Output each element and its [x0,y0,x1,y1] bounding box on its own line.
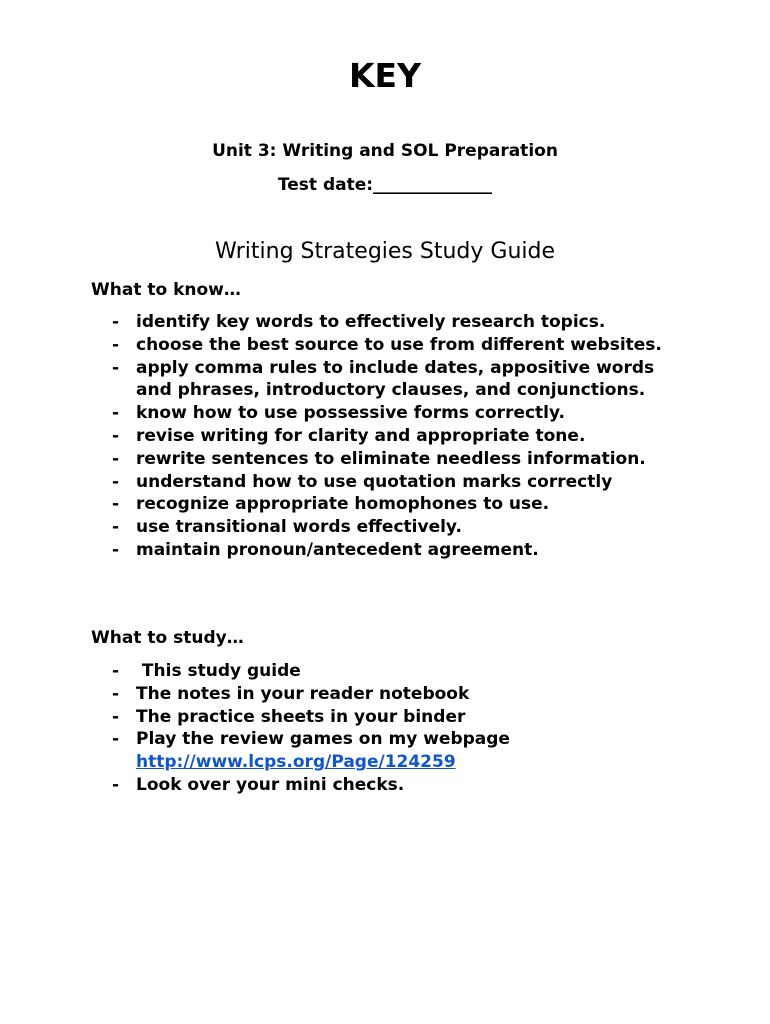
what-to-study-list [112,660,692,797]
dash-bullet: - [112,448,120,469]
dash-bullet: - [112,471,120,492]
list-item [112,334,692,357]
list-item [112,516,692,539]
list-item-text: choose the best source to use from different websites. [136,334,662,355]
list-item [112,660,692,683]
list-item [112,774,692,797]
list-item [112,683,692,706]
list-item [112,493,692,516]
list-item [112,311,692,334]
dash-bullet: - [112,403,120,424]
list-item [112,539,692,562]
list-item-text: revise writing for clarity and appropriate tone. [136,425,586,446]
dash-bullet: - [112,539,120,560]
dash-bullet: - [112,683,120,704]
list-item-text: The practice sheets in your binder [136,706,466,727]
dash-bullet: - [112,357,120,378]
what-to-study-heading: What to study… [91,628,244,648]
unit-title: Unit 3: Writing and SOL Preparation [212,141,558,161]
list-item-text: know how to use possessive forms correctly. [136,403,565,424]
dash-bullet: - [112,517,120,538]
dash-bullet: - [112,706,120,727]
list-item-text: use transitional words effectively. [136,517,462,538]
list-item-text: This study guide [136,661,301,681]
what-to-know-list [112,311,692,562]
guide-title: Writing Strategies Study Guide [214,239,556,264]
key-title: KEY [348,56,421,95]
list-item-text: recognize appropriate homophones to use. [136,494,550,515]
review-games-link[interactable]: http://www.lcps.org/Page/124259 [136,752,456,773]
list-item-text: rewrite sentences to eliminate needless information. [136,448,646,469]
what-to-know-heading: What to know… [91,280,241,300]
list-item-text: maintain pronoun/antecedent agreement. [136,539,539,560]
dash-bullet: - [112,729,120,750]
dash-bullet: - [112,661,120,681]
list-item-text: Play the review games on my webpage [136,729,510,750]
list-item [112,357,692,403]
list-item [112,425,692,448]
list-item [112,706,692,729]
list-item-text: Look over your mini checks. [136,774,405,795]
list-item [112,728,692,774]
dash-bullet: - [112,774,120,795]
list-item-text: apply comma rules to include dates, appositive words and phrases, introductory clauses, and conjunctions. [136,357,655,401]
list-item-text: identify key words to effectively research topics. [136,312,606,332]
dash-bullet: - [112,312,120,332]
list-item [112,402,692,425]
list-item [112,471,692,494]
test-date-line: Test date:______________ [277,175,493,195]
dash-bullet: - [112,334,120,355]
list-item-text: understand how to use quotation marks correctly [136,471,613,492]
dash-bullet: - [112,494,120,515]
list-item [112,448,692,471]
list-item-text: The notes in your reader notebook [136,683,470,704]
dash-bullet: - [112,425,120,446]
